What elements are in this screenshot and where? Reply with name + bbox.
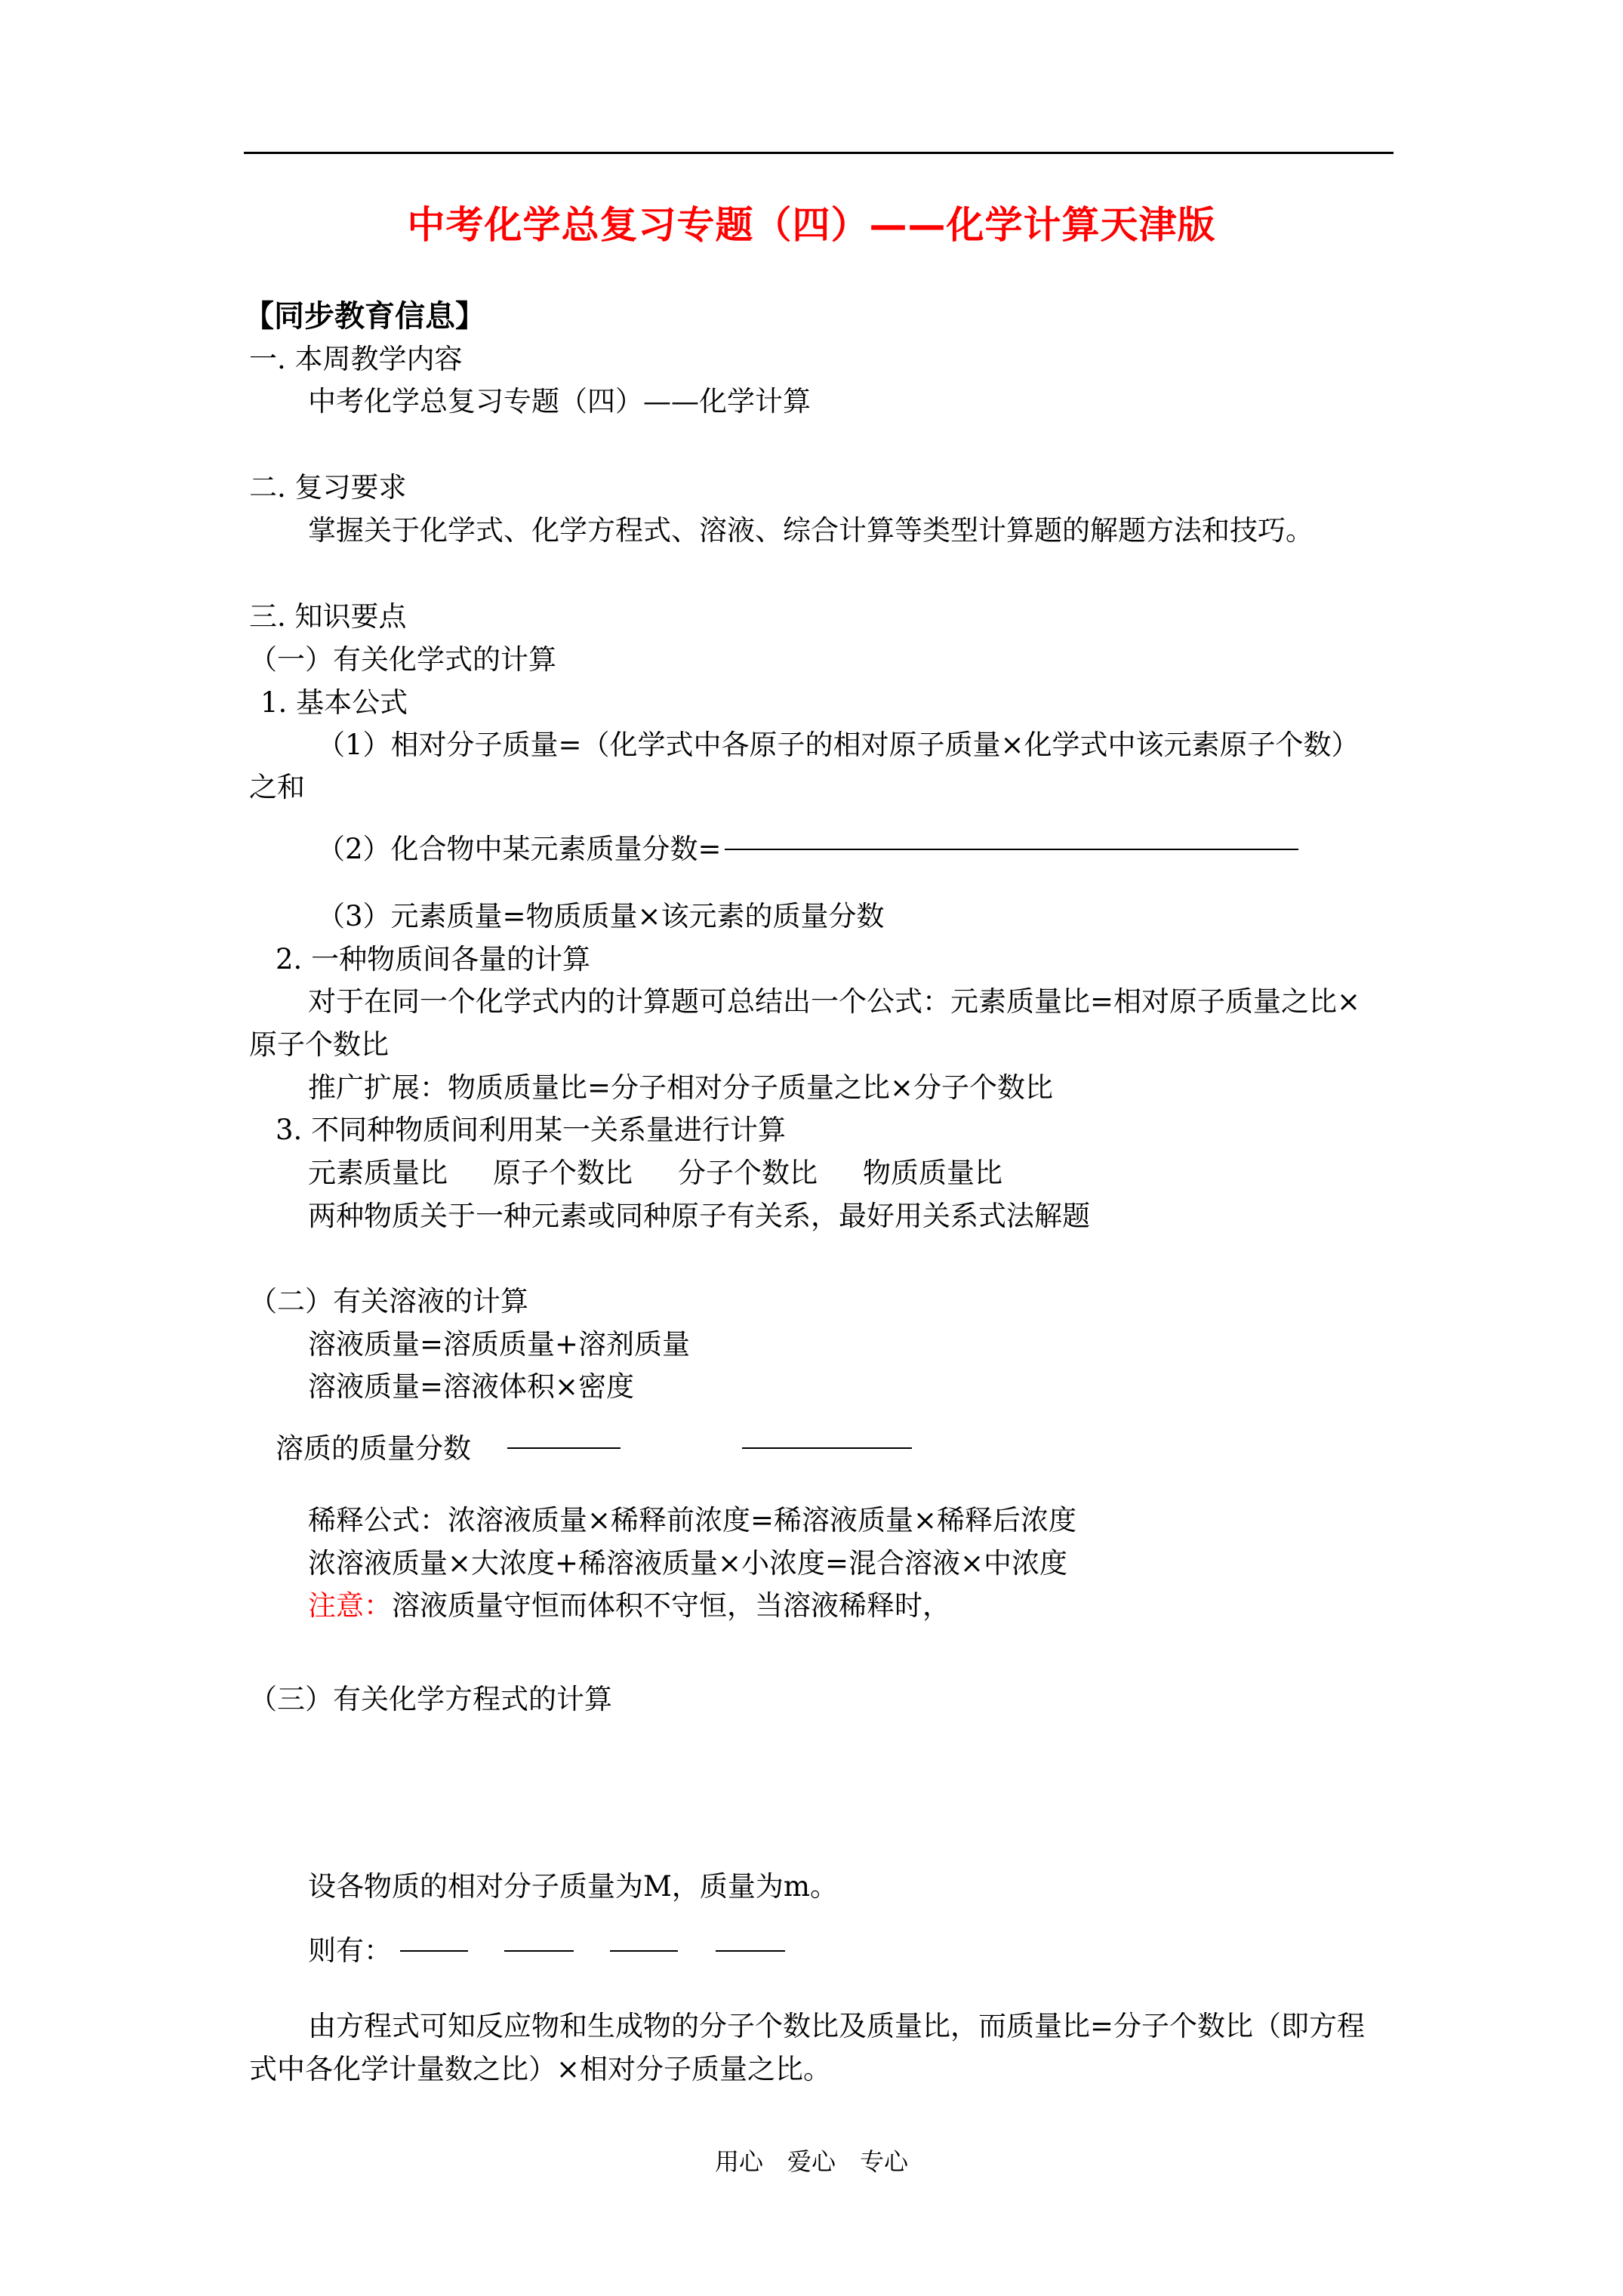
formula-2: （2）化合物中某元素质量分数=	[317, 833, 722, 865]
part3-heading: （三）有关化学方程式的计算	[249, 1683, 612, 1715]
part3-line1: 设各物质的相对分子质量为M，质量为m。	[308, 1870, 838, 1903]
s1-content: 中考化学总复习专题（四）——化学计算	[308, 385, 811, 418]
ratio-item: 元素质量比	[308, 1157, 448, 1189]
section-header: 【同步教育信息】	[244, 299, 485, 334]
page-footer: 用心 爱心 专心	[714, 2147, 908, 2176]
s3-heading: 三. 知识要点	[249, 600, 407, 633]
formula-3: （3）元素质量=物质质量×该元素的质量分数	[317, 900, 885, 932]
fraction-line	[400, 1950, 468, 1952]
attention-label: 注意：	[308, 1589, 392, 1622]
part3-p1-line1: 由方程式可知反应物和生成物的分子个数比及质量比，而质量比=分子个数比（即方程	[308, 2010, 1365, 2042]
part2-line5: 浓溶液质量×大浓度+稀溶液质量×小浓度=混合溶液×中浓度	[308, 1547, 1068, 1579]
fraction-line	[504, 1950, 574, 1952]
s1-heading: 一. 本周教学内容	[249, 343, 463, 375]
part2-heading: （二）有关溶液的计算	[249, 1285, 528, 1318]
part1-heading: （一）有关化学式的计算	[249, 643, 556, 676]
part2-line1: 溶液质量=溶质质量+溶剂质量	[308, 1328, 691, 1361]
ratio-item: 分子个数比	[678, 1157, 818, 1189]
ratio-item: 物质质量比	[863, 1157, 1002, 1189]
fraction-line	[725, 849, 1298, 850]
sub3-note: 两种物质关于一种元素或同种原子有关系，最好用关系式法解题	[308, 1200, 1090, 1232]
s2-heading: 二. 复习要求	[249, 471, 407, 504]
sub2-p1-line2: 原子个数比	[249, 1028, 389, 1061]
sub3-heading: 3. 不同种物质间利用某一关系量进行计算	[276, 1114, 787, 1146]
fraction-line	[742, 1447, 912, 1449]
header-rule	[244, 152, 1394, 154]
ratio-list	[308, 1155, 1002, 1191]
fraction-line	[610, 1950, 678, 1952]
part2-line4: 稀释公式：浓溶液质量×稀释前浓度=稀溶液质量×稀释后浓度	[308, 1504, 1077, 1536]
fraction-line	[716, 1950, 785, 1952]
part3-line2: 则有：	[308, 1934, 392, 1967]
sub1-heading: 1. 基本公式	[260, 686, 408, 719]
part3-p1-line2: 式中各化学计量数之比）×相对分子质量之比。	[249, 2053, 832, 2085]
formula-1-line2: 之和	[249, 771, 305, 803]
sub2-heading: 2. 一种物质间各量的计算	[276, 943, 591, 975]
sub2-p1-line1: 对于在同一个化学式内的计算题可总结出一个公式：元素质量比=相对原子质量之比×	[308, 985, 1361, 1018]
fraction-line	[507, 1447, 621, 1449]
ratio-item: 原子个数比	[493, 1157, 633, 1189]
page-title: 中考化学总复习专题（四）——化学计算天津版	[407, 203, 1216, 247]
formula-1-line1: （1）相对分子质量=（化学式中各原子的相对原子质量×化学式中该元素原子个数）	[317, 729, 1360, 761]
s2-content: 掌握关于化学式、化学方程式、溶液、综合计算等类型计算题的解题方法和技巧。	[308, 514, 1313, 547]
attention-text: 溶液质量守恒而体积不守恒，当溶液稀释时，	[392, 1589, 950, 1622]
sub2-p2: 推广扩展：物质质量比=分子相对分子质量之比×分子个数比	[308, 1071, 1054, 1104]
attention-line	[308, 1588, 950, 1624]
part2-line3: 溶质的质量分数	[276, 1432, 471, 1465]
part2-line2: 溶液质量=溶液体积×密度	[308, 1370, 635, 1403]
